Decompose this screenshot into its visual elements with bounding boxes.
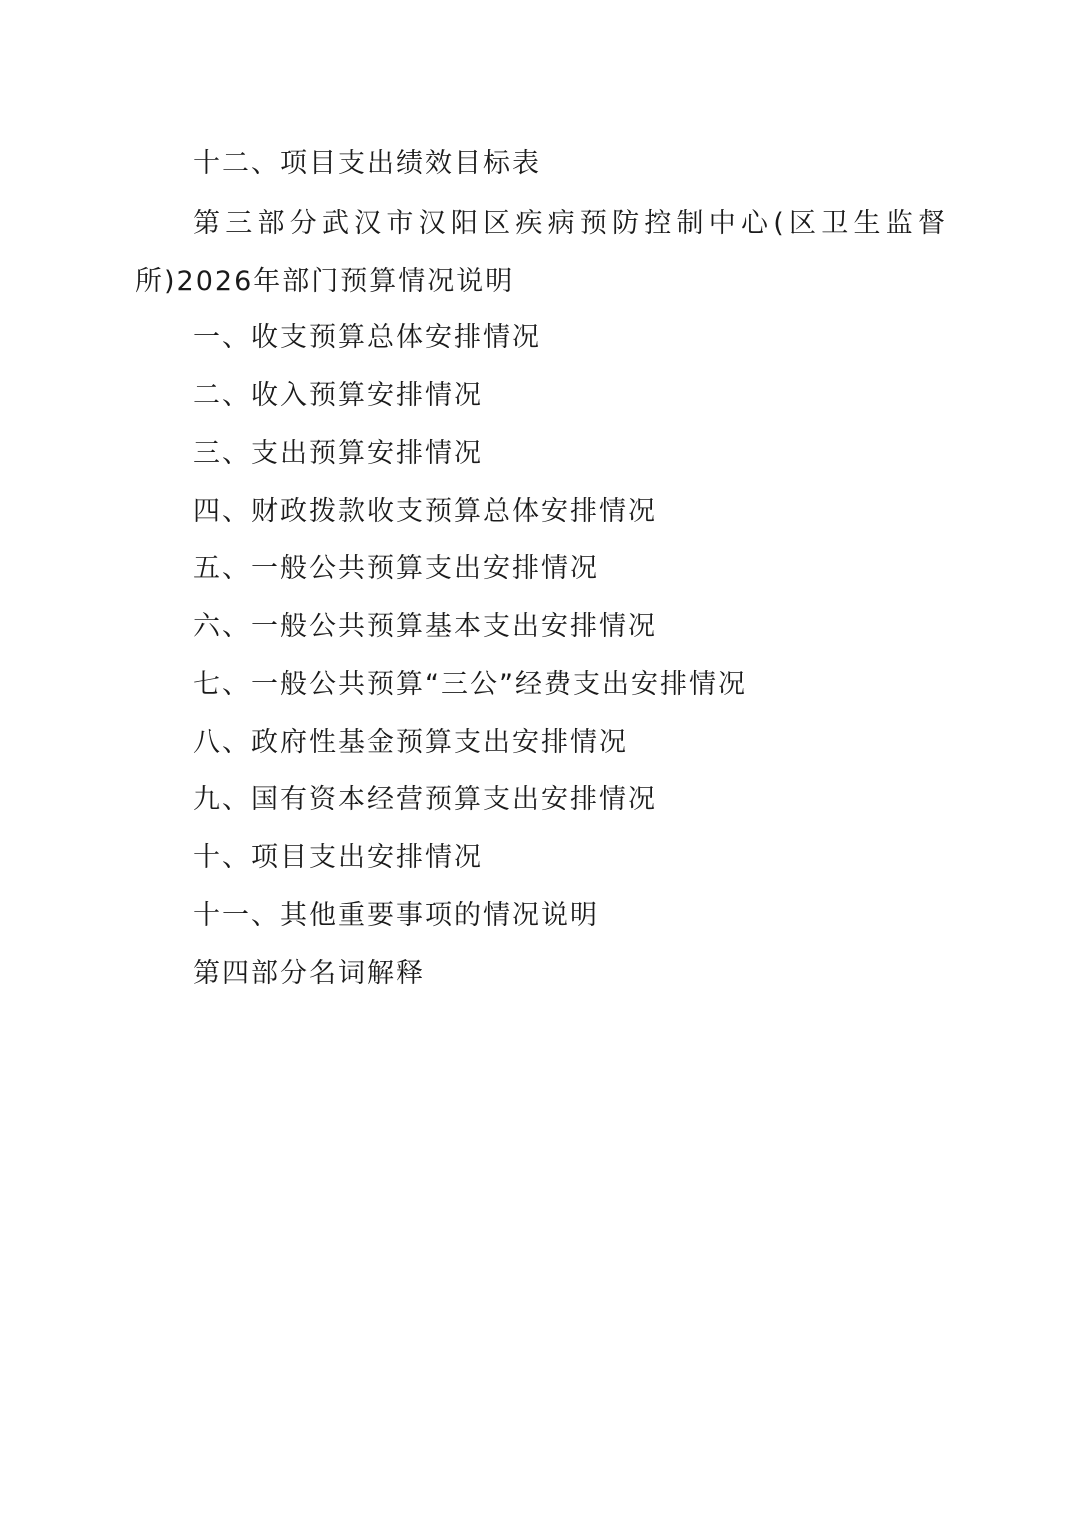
- toc-entry-5: 五、一般公共预算支出安排情况: [193, 553, 599, 584]
- toc-entry-9: 九、国有资本经营预算支出安排情况: [193, 784, 657, 815]
- toc-entry-4: 四、财政拨款收支预算总体安排情况: [193, 496, 657, 527]
- toc-entry-2: 二、收入预算安排情况: [193, 380, 483, 411]
- toc-entry-1: 一、收支预算总体安排情况: [193, 322, 541, 353]
- toc-entry-performance-table: 十二、项目支出绩效目标表: [193, 148, 541, 179]
- part4-heading: 第四部分名词解释: [193, 958, 425, 989]
- toc-entry-3: 三、支出预算安排情况: [193, 438, 483, 469]
- part3-heading: 第三部分武汉市汉阳区疾病预防控制中心(区卫生监督所)2026年部门预算情况说明: [135, 208, 947, 297]
- toc-entry-10: 十、项目支出安排情况: [193, 842, 483, 873]
- toc-entry-8: 八、政府性基金预算支出安排情况: [193, 727, 628, 758]
- toc-entry-6: 六、一般公共预算基本支出安排情况: [193, 611, 657, 642]
- toc-entry-7: 七、一般公共预算“三公”经费支出安排情况: [193, 669, 747, 700]
- toc-entry-11: 十一、其他重要事项的情况说明: [193, 900, 599, 931]
